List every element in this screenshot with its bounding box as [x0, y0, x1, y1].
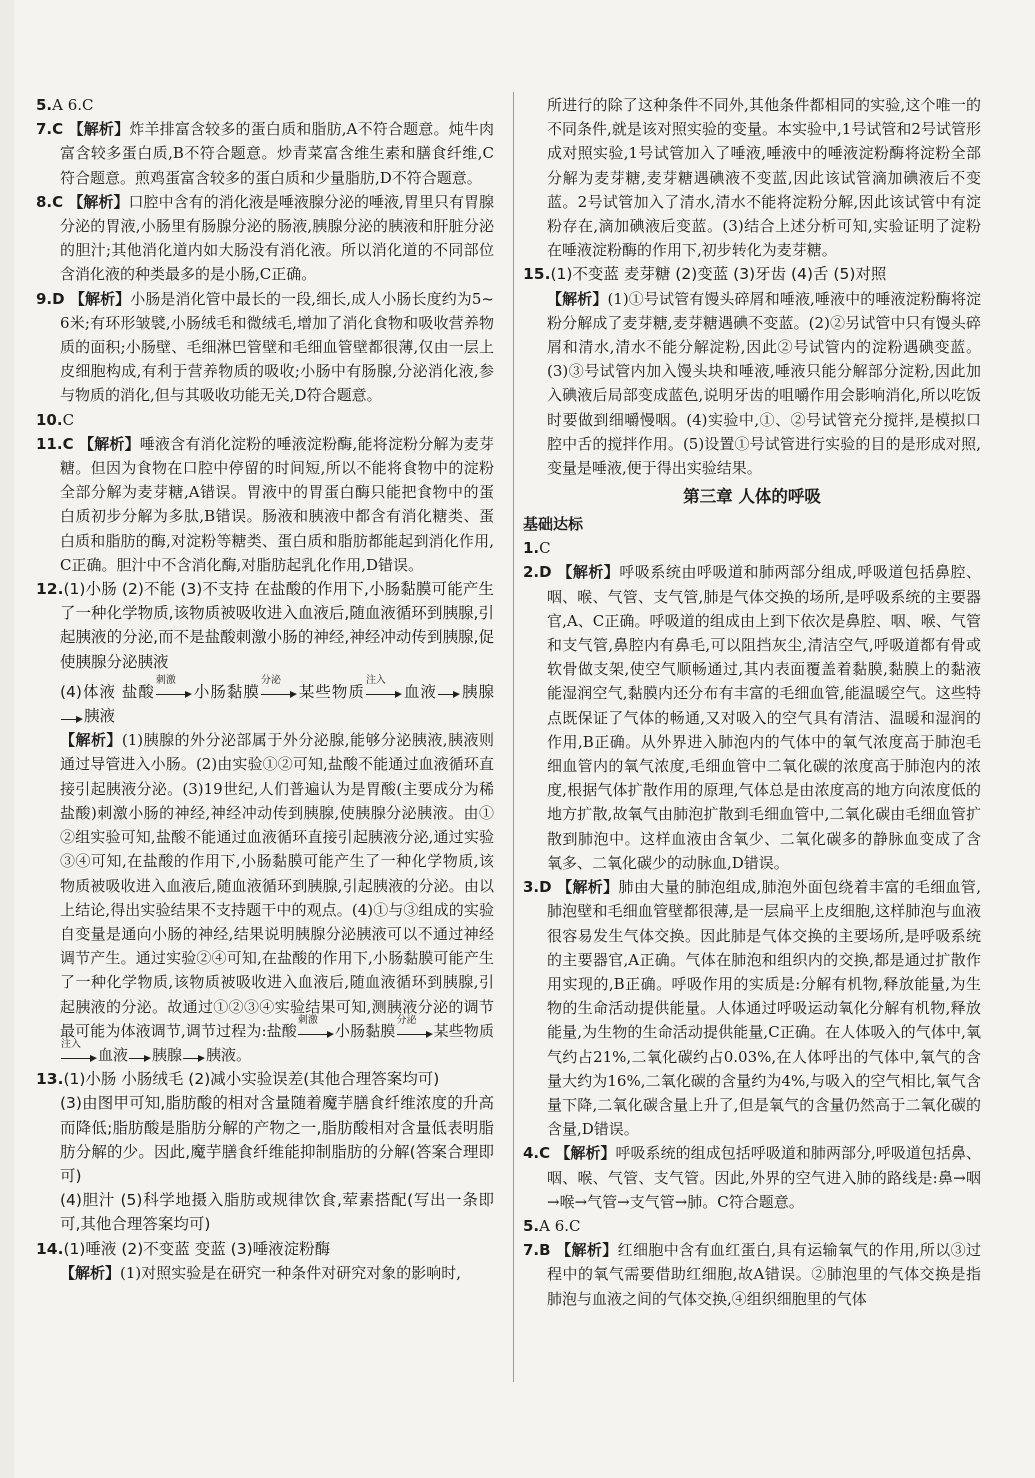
arrow-secrete: [396, 1014, 433, 1040]
answer-13-part: (3)由图甲可知,脂肪酸的相对含量随着魔芋膳食纤维浓度的升高而降低;脂肪酸是脂肪分解的产物之一,脂肪酸相对含量低表明脂肪分解的少。因此,魔芋膳食纤维能抑制脂肪的分解(答案合理即可): [60, 1094, 494, 1185]
answer-13-part: (1)小肠 小肠绒毛 (2)减小实验误差(其他合理答案均可): [63, 1070, 440, 1089]
arrow-label: 分泌: [396, 1014, 417, 1026]
answer-13-line: [36, 1067, 494, 1091]
flow-node: 血液: [402, 682, 437, 701]
answer-item: [523, 560, 981, 875]
answer-14-content: (1)唾液 (2)不变蓝 变蓝 (3)唾液淀粉酶: [63, 1239, 331, 1258]
answer-item: [36, 117, 494, 190]
chapter-title: 第三章 人体的呼吸: [683, 487, 821, 507]
answer-12-analysis: [36, 728, 494, 1067]
analysis-tag: 【解析】: [547, 289, 608, 308]
answer-14-text: [36, 1237, 494, 1261]
answer-text: 呼吸系统由呼吸道和肺两部分组成,呼吸道包括鼻腔、咽、喉、气管、支气管,肺是气体交换的场所,是呼吸系统的主要器官,A、C正确。呼吸道的组成由上到下依次是鼻腔、咽、喉、气管和支气管,鼻腔内有鼻毛,可以阻挡灰尘,清洁空气,呼吸道都有骨或软骨做支架,使空气顺畅通过,其内表面覆盖着黏膜,黏膜上的黏液能湿润空气,黏膜内还分布有丰富的毛细血管,能温暖空气。这些特点既保证了气体的畅通,又对吸入的空气具有清洁、温暖和湿润的作用,B正确。从外界进入肺泡内的气体中的氧气浓度高于肺泡毛细血管内的氧气浓度,毛细血管中二氧化碳的浓度高于肺泡内的浓度,根据气体扩散作用的原理,气体总是由浓度高的地方向浓度低的地方扩散,故氧气由肺泡扩散到毛细血管中,二氧化碳由毛细血管扩散到肺泡中。这样血液由含氧少、二氧化碳多的静脉血变成了含氧多、二氧化碳少的动脉血,D错误。: [547, 563, 981, 872]
answer-key-tag: C 【解析】: [62, 434, 140, 453]
answer-number: 8.: [36, 192, 53, 211]
flow-node: 胰腺: [152, 1045, 183, 1064]
answer-text: 肺由大量的肺泡组成,肺泡外面包绕着丰富的毛细血管,肺泡壁和毛细血管壁都很薄,是一层扁平上皮细胞,这样肺泡与血液很容易发生气体交换。因此肺是气体交换的主要场所,是呼吸系统的主要器官,A正确。气体在肺泡和组织内的交换,都是通过扩散作用实现的,B正确。呼吸作用的实质是:分解有机物,释放能量,为生物的生命活动提供能量。人体通过呼吸运动氧化分解有机物,释放能量,为生物的生命活动提供能量,C正确。在人体吸入的气体中,氧气约占21%,二氧化碳约占0.03%,在人体呼出的气体中,氧气的含量大约为16%,二氧化碳的含量约为4%,与吸入的空气相比,氧气含量下降,二氧化碳含量上升了,但是氧气的含量仍然高于二氧化碳的含量,D错误。: [547, 878, 981, 1139]
answer-item: [523, 875, 981, 1141]
analysis-text: (1)对照实验是在研究一种条件对研究对象的影响时,: [120, 1263, 462, 1282]
flow-node: 胰液: [84, 707, 116, 726]
arrow-stimulate: [155, 675, 192, 700]
answer-text: 炸羊排富含较多的蛋白质和脂肪,A不符合题意。炖牛肉富含较多蛋白质,B不符合题意。炒青菜富含维生素和膳食纤维,C符合题意。煎鸡蛋富含较多的蛋白质和少量脂肪,D不符合题意。: [60, 120, 495, 187]
arrow-inject: [365, 675, 402, 700]
arrow-label: 刺激: [155, 675, 176, 687]
answer-number: 3.: [523, 878, 540, 897]
analysis-text: 所进行的除了这种条件不同外,其他条件都相同的实验,这个唯一的不同条件,就是该对照实验的变量。本实验中,1号试管和2号试管形成对照实验,1号试管加入了唾液,唾液中的唾液淀粉酶将淀粉全部分解为麦芽糖,麦芽糖遇碘液不变蓝,因此该试管滴加碘液后不变蓝。2号试管加入了清水,清水不能将淀粉分解,因此该试管中有淀粉存在,滴加碘液后变蓝。(3)结合上述分析可知,实验证明了淀粉在唾液淀粉酶的作用下,初步转化为麦芽糖。: [547, 96, 981, 260]
answer-14-analysis: [36, 1261, 494, 1285]
answer-key-tag: D 【解析】: [52, 289, 131, 308]
arrow-plain: [438, 684, 460, 700]
answer-number: 5.: [523, 1216, 540, 1235]
answer-15-analysis: [523, 287, 981, 481]
answer-12-text: [36, 577, 494, 674]
answer-text: 口腔中含有的消化液是唾液腺分泌的唾液,胃里只有胃腺分泌的胃液,小肠里有肠腺分泌的肠液,胰腺分泌的胰液和肝脏分泌的胆汁;其他消化道内如大肠没有消化液。所以消化道的不同部位含消化液的种类最多的是小肠,C正确。: [60, 192, 495, 284]
answer-number: 5.: [36, 96, 53, 114]
section-title: 基础达标: [523, 515, 584, 534]
answer-item: [523, 1214, 981, 1238]
arrow-label: 注入: [61, 1038, 81, 1050]
flow-node: 小肠黏膜: [334, 1021, 396, 1040]
answer-number: 11.: [36, 434, 63, 453]
answer-13-line: [36, 1188, 494, 1236]
answer-text: 红细胞中含有血红蛋白,具有运输氧气的作用,所以③过程中的氧气需要借助红细胞,故A错误。②肺泡里的气体交换是指肺泡与血液之间的气体交换,④组织细胞里的气体: [547, 1241, 981, 1308]
answer-text: A 6.C: [539, 1216, 581, 1235]
left-answer-list: [36, 93, 494, 577]
analysis-text: (1)胰腺的外分泌部属于外分泌腺,能够分泌胰液,胰液则通过导管进入小肠。(2)由实验①②可知,盐酸不能通过血液循环直接引起胰液分泌。(3)19世纪,人们普遍认为是胃酸(主要成分为稀盐酸)刺激小肠的神经,神经冲动传到胰腺,使胰腺分泌胰液。由①②组实验可知,盐酸不能通过血液循环直接引起胰液分泌,通过实验③④可知,在盐酸的作用下,小肠黏膜可能产生了一种化学物质,该物质被吸收进入血液后,随血液循环到胰腺,引起胰液的分泌。由以上结论,得出实验结果不支持题干中的观点。(4)①与③组成的实验自变量是通向小肠的神经,结果说明胰腺分泌胰液可以不通过神经调节产生。通过实验②④可知,在盐酸的作用下,小肠黏膜可能产生了一种化学物质,该物质被吸收进入血液后,随血液循环到胰腺,引起胰液的分泌。故通过①②③④实验结果可知,测胰液分泌的调节最可能为体液调节,调节过程为:盐酸: [60, 731, 494, 1040]
answer-12-flow: [36, 675, 494, 728]
answer-14-analysis-cont: [523, 93, 981, 262]
answer-item: [36, 287, 494, 408]
column-divider: [513, 92, 514, 1382]
left-column: [36, 93, 494, 1285]
arrow-label: 刺激: [297, 1014, 318, 1026]
flow-node: 某些物质: [433, 1021, 494, 1040]
answer-13-line: [36, 1091, 494, 1188]
answer-item-15: [523, 262, 981, 480]
answer-item: [523, 536, 981, 560]
answer-text: C: [539, 539, 551, 558]
answer-text: 呼吸系统的组成包括呼吸道和肺两部分,呼吸道包括鼻、咽、喉、气管、支气管。因此,外界的空气进入肺的路线是:鼻→咽→喉→气管→支气管→肺。C符合题意。: [547, 1144, 982, 1211]
flow-node: 小肠黏膜: [192, 682, 260, 701]
answer-number: 4.: [523, 1144, 540, 1163]
binding-gutter: [0, 0, 14, 1478]
answer-number: 13.: [36, 1070, 64, 1089]
answer-text: 小肠是消化管中最长的一段,细长,成人小肠长度约为5~6米;有环形皱襞,小肠绒毛和微绒毛,增加了消化食物和吸收营养物质的面积;小肠壁、毛细淋巴管壁和毛细血管壁都很薄,仅由一层上皮细胞构成,有利于营养物质的吸收;小肠中有肠腺,分泌消化液,参与物质的消化,但与其吸收功能无关,D符合题意。: [60, 289, 494, 405]
answer-item: [523, 1238, 981, 1311]
answer-item: [36, 432, 494, 577]
analysis-tag: 【解析】: [60, 1263, 121, 1282]
answer-15-text: [523, 262, 981, 286]
answer-text: C: [62, 410, 75, 429]
answer-number: 15.: [523, 265, 551, 284]
right-answer-list: [523, 536, 981, 1311]
answer-item: [36, 408, 494, 432]
answer-text: A 6.C: [52, 96, 94, 114]
answer-key-tag: D 【解析】: [539, 563, 620, 582]
answer-text: 唾液含有消化淀粉的唾液淀粉酶,能将淀粉分解为麦芽糖。但因为食物在口腔中停留的时间短,所以不能将食物中的淀粉全部分解为麦芽糖,A错误。胃液中的胃蛋白酶只能把食物中的蛋白质初步分解为多肽,B错误。肠液和胰液中都含有消化糖类、蛋白质和脂肪的酶,对淀粉等糖类、蛋白质和脂肪都能起到消化作用,C正确。胆汁中不含消化酶,对脂肪起乳化作用,D错误。: [60, 434, 494, 574]
flow-prefix: (4)体液 盐酸: [60, 682, 155, 701]
answer-number: 7.: [523, 1241, 540, 1260]
arrow-stimulate: [297, 1014, 334, 1040]
answer-number: 9.: [36, 289, 53, 308]
answer-12-content: (1)小肠 (2)不能 (3)不支持 在盐酸的作用下,小肠黏膜可能产生了一种化学物质,该物质被吸收进入血液后,随血液循环到胰腺,引起胰液的分泌,而不是盐酸刺激小肠的神经,神经冲动传到胰腺,促使胰腺分泌胰液: [60, 580, 494, 671]
flow-node: 胰腺: [460, 682, 494, 701]
answer-item-13: [36, 1067, 494, 1236]
analysis-tag: 【解析】: [60, 731, 122, 750]
answer-number: 12.: [36, 580, 64, 599]
arrow-label: 分泌: [260, 675, 281, 687]
analysis-text: (1)①号试管有馒头碎屑和唾液,唾液中的唾液淀粉酶将淀粉分解成了麦芽糖,麦芽糖遇碘不变蓝。(2)②另试管中只有馒头碎屑和清水,清水不能分解淀粉,因此②号试管内的淀粉遇碘变蓝。(3)③号试管内加入馒头块和唾液,唾液只能分解部分淀粉,因此加入碘液后局部变成蓝色,说明牙齿的咀嚼作用会影响消化,所以吃饭时要做到细嚼慢咽。(4)实验中,①、②号试管充分搅拌,是模拟口腔中舌的搅拌作用。(5)设置①号试管进行实验的目的是形成对照,变量是唾液,便于得出实验结果。: [547, 289, 981, 478]
arrow-inject: [61, 1038, 97, 1064]
flow-node: 胰液。: [206, 1045, 252, 1064]
answer-item: [523, 1141, 981, 1214]
answer-key-tag: C 【解析】: [52, 120, 130, 139]
right-column: [523, 93, 981, 1311]
answer-item: [36, 190, 494, 287]
arrow-plain: [183, 1048, 205, 1064]
flow-node: 某些物质: [297, 682, 365, 701]
answer-13-part: (4)胆汁 (5)科学地摄入脂肪或规律饮食,荤素搭配(写出一条即可,其他合理答案均可): [60, 1191, 494, 1234]
answer-item-12: [36, 577, 494, 1067]
answer-key-tag: C 【解析】: [52, 192, 129, 211]
answer-number: 1.: [523, 539, 540, 558]
answer-15-content: (1)不变蓝 麦芽糖 (2)变蓝 (3)牙齿 (4)舌 (5)对照: [550, 265, 887, 284]
answer-key-tag: B 【解析】: [539, 1241, 618, 1260]
answer-number: 2.: [523, 563, 540, 582]
arrow-plain: [129, 1048, 151, 1064]
flow-node: 血液: [98, 1045, 129, 1064]
arrow-plain: [61, 709, 83, 725]
answer-key-tag: C 【解析】: [539, 1144, 616, 1163]
arrow-secrete: [260, 675, 297, 700]
arrow-label: 注入: [365, 675, 386, 687]
answer-item: [36, 93, 494, 117]
answer-item-14: [36, 1237, 494, 1285]
answer-key-tag: D 【解析】: [539, 878, 619, 897]
answer-number: 7.: [36, 120, 53, 139]
answer-number: 14.: [36, 1239, 64, 1258]
answer-number: 10.: [36, 410, 63, 429]
